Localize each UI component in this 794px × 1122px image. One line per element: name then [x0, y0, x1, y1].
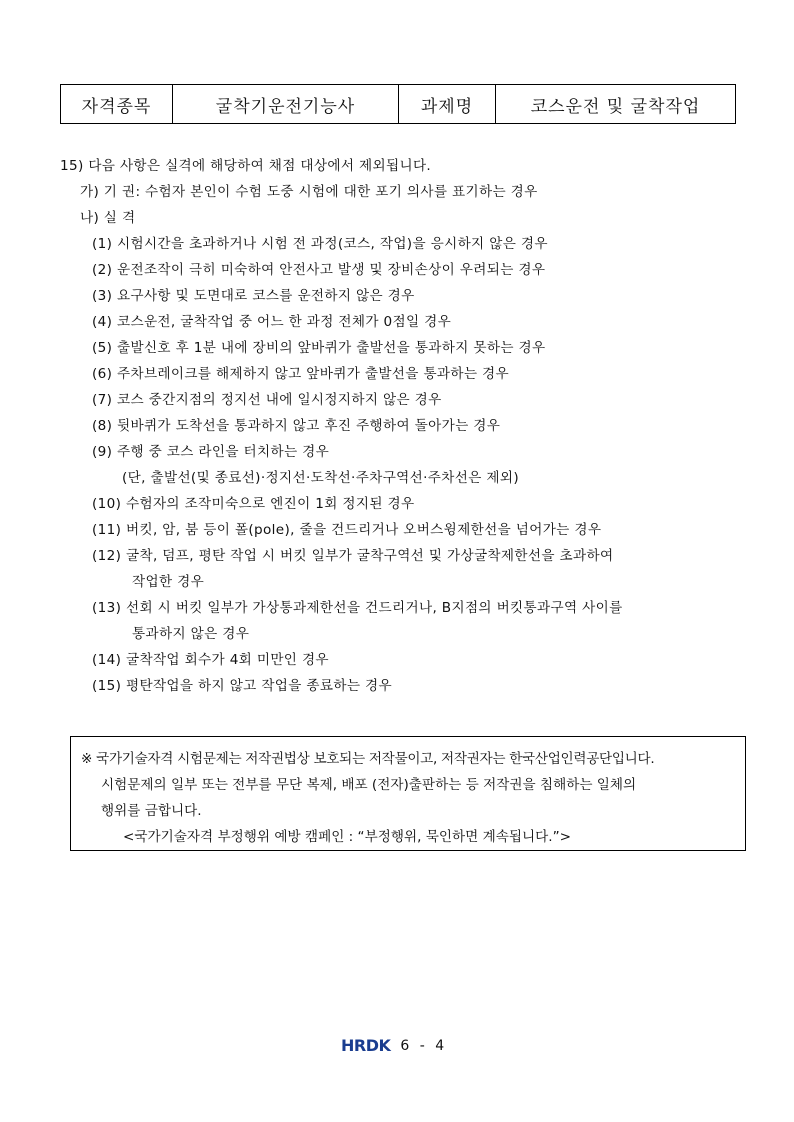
hrdk-logo: HRDK [341, 1036, 391, 1055]
page-footer [341, 1036, 447, 1055]
list-item-continued: 통과하지 않은 경우 [132, 626, 250, 642]
list-item: (13) 선회 시 버킷 일부가 가상통과제한선을 건드리거나, B지점의 버킷통과구역 사이를 [92, 600, 623, 616]
list-item-note: (단, 출발선(및 종료선)·정지선·도착선·주차구역선·주차선은 제외) [122, 470, 520, 486]
list-item: (2) 운전조작이 극히 미숙하여 안전사고 발생 및 장비손상이 우려되는 경우 [92, 262, 546, 278]
task-label: 과제명 [399, 85, 496, 123]
disqualify-heading: 나) 실 격 [80, 210, 136, 226]
forfeit-rule: 가) 기 권: 수험자 본인이 수험 도중 시험에 대한 포기 의사를 표기하는 경우 [80, 184, 538, 200]
list-item: (6) 주차브레이크를 해제하지 않고 앞바퀴가 출발선을 통과하는 경우 [92, 366, 510, 382]
list-item: (10) 수험자의 조작미숙으로 엔진이 1회 정지된 경우 [92, 496, 415, 512]
field-label: 자격종목 [61, 85, 173, 123]
notice-line: 행위를 금합니다. [101, 803, 202, 819]
list-item: (12) 굴착, 덤프, 평탄 작업 시 버킷 일부가 굴착구역선 및 가상굴착제한선을 초과하여 [92, 548, 614, 564]
notice-line: ※ 국가기술자격 시험문제는 저작권법상 보호되는 저작물이고, 저작권자는 한국산업인력공단입니다. [81, 751, 655, 767]
list-item-continued: 작업한 경우 [132, 574, 205, 590]
list-item: (11) 버킷, 암, 붐 등이 폴(pole), 줄을 건드리거나 오버스윙제한선을 넘어가는 경우 [92, 522, 602, 538]
notice-line: 시험문제의 일부 또는 전부를 무단 복제, 배포 (전자)출판하는 등 저작권을 침해하는 일체의 [101, 777, 637, 793]
task-value: 코스운전 및 굴착작업 [530, 96, 701, 117]
copyright-notice [70, 736, 746, 851]
list-item: (5) 출발신호 후 1분 내에 장비의 앞바퀴가 출발선을 통과하지 못하는 경우 [92, 340, 546, 356]
field-value: 굴착기운전기능사 [173, 85, 399, 123]
section-intro: 15) 다음 사항은 실격에 해당하여 채점 대상에서 제외됩니다. [60, 158, 432, 174]
list-item: (15) 평탄작업을 하지 않고 작업을 종료하는 경우 [92, 678, 392, 694]
list-item: (9) 주행 중 코스 라인을 터치하는 경우 [92, 444, 330, 460]
header-table [60, 84, 736, 124]
list-item: (1) 시험시간을 초과하거나 시험 전 과정(코스, 작업)을 응시하지 않은 경우 [92, 236, 548, 252]
list-item: (8) 뒷바퀴가 도착선을 통과하지 않고 후진 주행하여 돌아가는 경우 [92, 418, 501, 434]
list-item: (3) 요구사항 및 도면대로 코스를 운전하지 않은 경우 [92, 288, 415, 304]
list-item: (14) 굴착작업 회수가 4회 미만인 경우 [92, 652, 329, 668]
list-item: (7) 코스 중간지점의 정지선 내에 일시정지하지 않은 경우 [92, 392, 442, 408]
page-number: 6 - 4 [400, 1037, 448, 1054]
campaign-line: <국가기술자격 부정행위 예방 캠페인 : “부정행위, 묵인하면 계속됩니다.”> [123, 829, 572, 845]
list-item: (4) 코스운전, 굴착작업 중 어느 한 과정 전체가 0점일 경우 [92, 314, 452, 330]
